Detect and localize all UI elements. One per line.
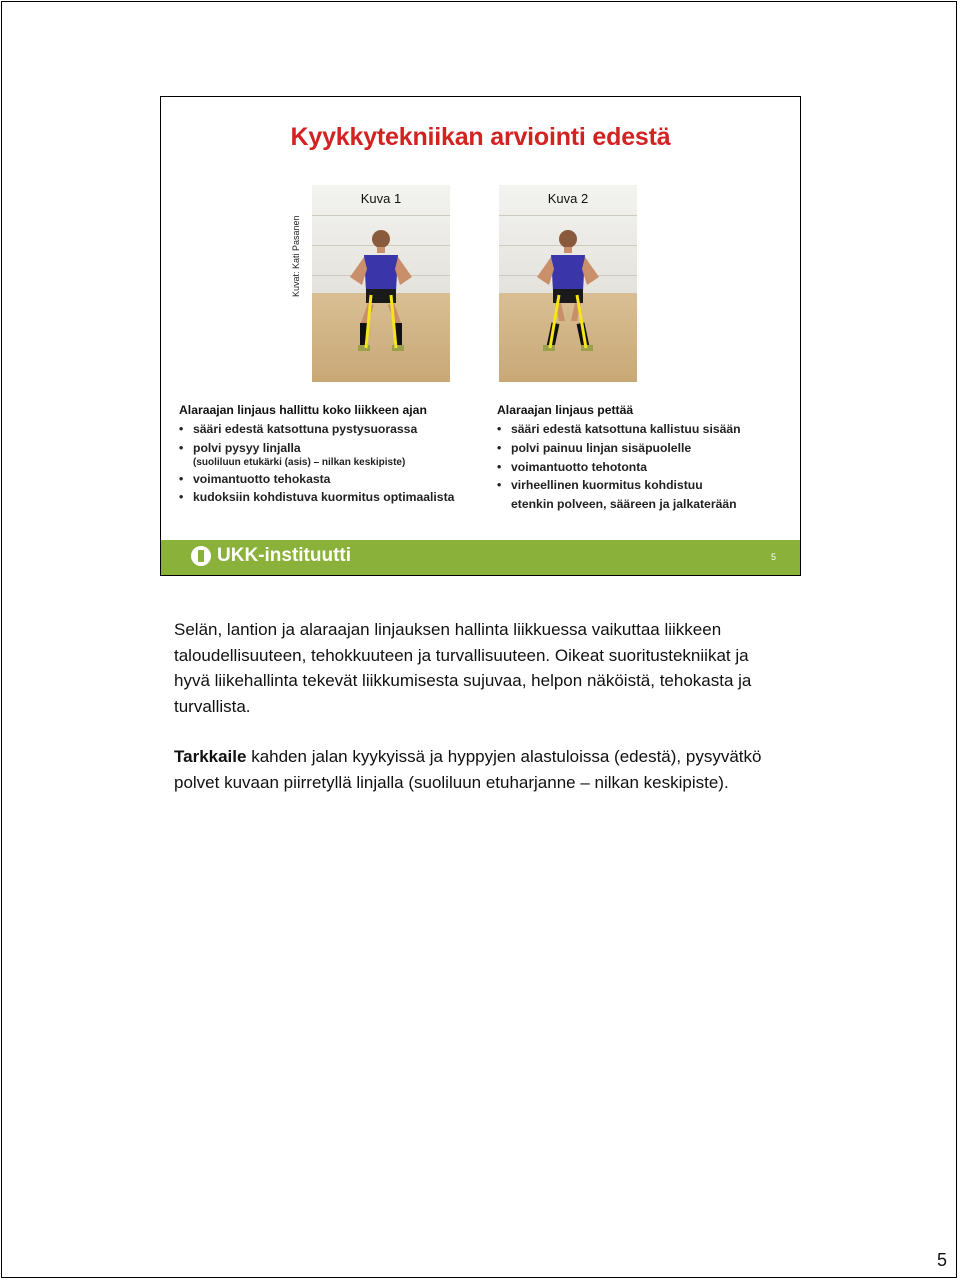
ukk-logo-text: UKK-instituutti	[217, 545, 352, 566]
squat-figure-aligned	[312, 185, 450, 382]
failing-column	[497, 403, 787, 513]
squat-figure-valgus	[499, 185, 637, 382]
list-item: • polvi pysyy linjalla	[179, 440, 301, 455]
photo-credit: Kuvat: Kati Pasanen	[291, 215, 301, 297]
list-item: • virheellinen kuormitus kohdistuu	[497, 478, 703, 493]
list-item: • sääri edestä katsottuna kallistuu sisään	[497, 422, 741, 436]
notes-emphasis: Tarkkaile	[174, 747, 247, 766]
photo-2	[499, 185, 637, 382]
list-item: • voimantuotto tehokasta	[179, 471, 331, 486]
slide-title: Kyykkytekniikan arviointi edestä	[290, 123, 671, 151]
notes-paragraph-2-text: kahden jalan kyykyissä ja hyppyjen alastuloissa (edestä), pysyvätkö polvet kuvaan piirretyllä linjalla (suoliluun etuharjanne – nilkan keskipiste).	[174, 747, 762, 792]
photo-1	[312, 185, 450, 382]
page-number: 5	[936, 1250, 947, 1270]
aligned-list	[179, 420, 479, 507]
photo-2-label: Kuva 2	[547, 191, 589, 206]
slide-number: 5	[770, 552, 776, 562]
list-item: • kudoksiin kohdistuva kuormitus optimaalista	[179, 490, 455, 505]
notes-paragraph-1: Selän, lantion ja alaraajan linjauksen hallinta liikkuessa vaikuttaa liikkeen taloudellisuuteen, tehokkuuteen ja turvallisuuteen. Oikeat suoritustekniikat ja hyvä liikehallinta tekevät liikkumisesta sujuvaa, helpon näköistä, tehokasta ja turvallista.	[174, 620, 752, 716]
list-continuation: etenkin polveen, sääreen ja jalkaterään	[511, 497, 737, 512]
failing-list	[497, 420, 787, 495]
failing-heading: Alaraajan linjaus pettää	[497, 403, 634, 417]
list-item: • polvi painuu linjan sisäpuolelle	[497, 440, 692, 455]
aligned-heading: Alaraajan linjaus hallittu koko liikkeen ajan	[179, 403, 427, 417]
slide-footer	[161, 540, 800, 575]
photo-1-label: Kuva 1	[360, 191, 402, 206]
list-item: • voimantuotto tehotonta	[497, 459, 648, 474]
aligned-column	[179, 403, 479, 507]
list-sub-note: (suoliluun etukärki (asis) – nilkan keskipiste)	[193, 456, 406, 468]
list-item: • sääri edestä katsottuna pystysuorassa	[179, 422, 418, 436]
ukk-logo-icon	[191, 546, 211, 566]
notes-paragraph-2	[174, 744, 774, 795]
ukk-logo	[191, 545, 351, 567]
speaker-notes	[174, 617, 774, 795]
slide	[160, 96, 801, 576]
